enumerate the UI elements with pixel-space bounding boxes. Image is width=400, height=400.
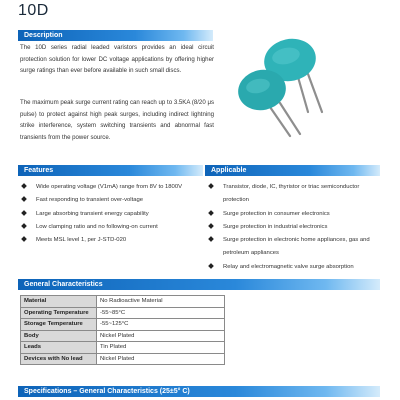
list-item: [22, 194, 202, 207]
page-title: 10D: [18, 2, 49, 19]
row-label: Body: [21, 330, 97, 342]
diamond-bullet-icon: [21, 210, 27, 216]
list-item: [22, 181, 202, 194]
row-label: Leads: [21, 342, 97, 354]
table-row: [21, 330, 225, 342]
feature-text: Low clamping ratio and no following-on current: [36, 223, 158, 230]
list-item: [209, 221, 385, 234]
table-row: [21, 307, 225, 319]
list-item: [209, 181, 385, 208]
applicable-header: Applicable: [205, 165, 380, 176]
list-item: [209, 208, 385, 221]
description-paragraph-1: The 10D series radial leaded varistors provides an ideal circuit protection solution for lower DC voltage applications by offering higher surge ratings than ever before available in such small discs.: [20, 44, 214, 75]
general-characteristics-header: General Characteristics: [18, 279, 380, 290]
row-value: Nickel Plated: [97, 353, 225, 365]
list-item: [22, 221, 202, 234]
applicable-text: Surge protection in consumer electronics: [223, 210, 330, 217]
applicable-text: Relay and electromagnetic valve surge absorption: [223, 263, 354, 270]
diamond-bullet-icon: [208, 210, 214, 216]
row-value: No Radioactive Material: [97, 296, 225, 308]
features-header: Features: [18, 165, 203, 176]
description-header: Description: [18, 30, 213, 41]
applicable-text: Surge protection in industrial electronics: [223, 223, 328, 230]
applicable-list: [209, 181, 385, 274]
features-list: [22, 181, 202, 247]
feature-text: Fast responding to transient over-voltage: [36, 197, 144, 204]
feature-text: Large absorbing transient energy capability: [36, 210, 149, 217]
diamond-bullet-icon: [21, 196, 27, 202]
diamond-bullet-icon: [208, 223, 214, 229]
diamond-bullet-icon: [21, 183, 27, 189]
row-value: Tin Plated: [97, 342, 225, 354]
table-row: [21, 342, 225, 354]
row-label: Operating Temperature: [21, 307, 97, 319]
row-label: Devices with No lead: [21, 353, 97, 365]
table-row: [21, 353, 225, 365]
diamond-bullet-icon: [208, 183, 214, 189]
feature-text: Meets MSL level 1, per J-STD-020: [36, 237, 127, 244]
row-value: Nickel Plated: [97, 330, 225, 342]
diamond-bullet-icon: [21, 236, 27, 242]
row-label: Storage Temperature: [21, 319, 97, 331]
list-item: [209, 234, 385, 261]
diamond-bullet-icon: [208, 263, 214, 269]
list-item: [22, 234, 202, 247]
row-value: -55~85°C: [97, 307, 225, 319]
applicable-text: Surge protection in electronic home appliances, gas and petroleum appliances: [223, 237, 370, 257]
row-value: -55~125°C: [97, 319, 225, 331]
row-label: Material: [21, 296, 97, 308]
description-paragraph-2: The maximum peak surge current rating can reach up to 3.5KA (8/20 μs pulse) to protect against high peak surges, including indirect lightning strike interference, system switching transients and abnormal fast transients from the power source.: [20, 99, 214, 141]
diamond-bullet-icon: [21, 223, 27, 229]
table-row: [21, 296, 225, 308]
list-item: [22, 208, 202, 221]
list-item: [209, 261, 385, 274]
applicable-text: Transistor, diode, IC, thyristor or triac semiconductor protection: [223, 184, 360, 204]
diamond-bullet-icon: [208, 236, 214, 242]
varistor-product-image: [228, 32, 353, 142]
general-characteristics-table: [20, 295, 225, 365]
specifications-header: Specifications – General Characteristics (25±5° C): [18, 386, 380, 397]
feature-text: Wide operating voltage (V1mA) range from 8V to 1800V: [36, 184, 183, 190]
table-row: [21, 319, 225, 331]
